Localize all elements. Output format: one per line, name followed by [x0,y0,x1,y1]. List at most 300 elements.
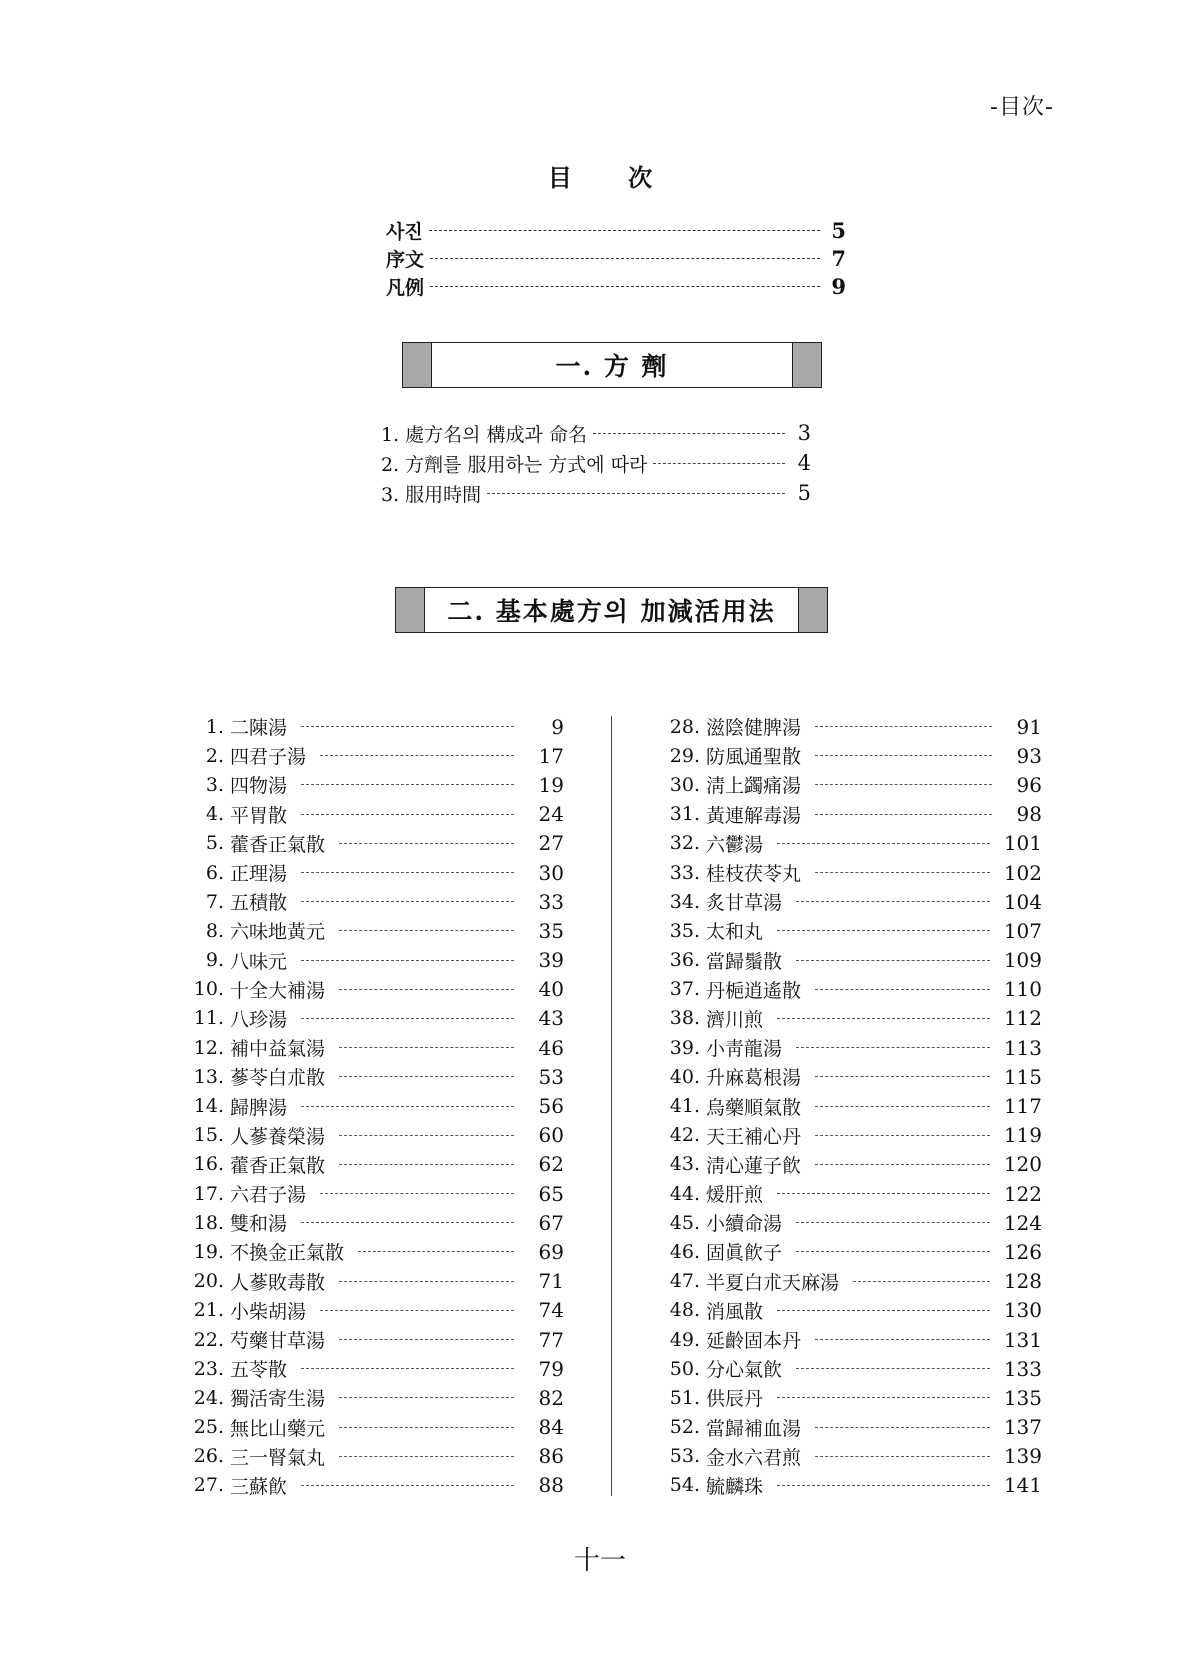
toc-entry-index: 35. [669,919,700,942]
dot-leader [301,1018,514,1019]
toc-entry-label: 人蔘敗毒散 [230,1271,326,1294]
toc-entry-label: 凡例 [386,276,425,299]
dot-leader [815,784,992,785]
toc-entry-label: 四物湯 [230,775,288,798]
toc-entry-page: 46 [538,1035,564,1060]
toc-entry[interactable] [664,712,1042,741]
dot-leader [815,755,992,756]
dot-leader [339,1397,514,1398]
dot-leader [320,1193,514,1194]
toc-entry[interactable] [664,1442,1042,1471]
toc-entry-label: 藿香正氣散 [230,1154,326,1177]
toc-entry-page: 69 [538,1239,564,1264]
toc-entry-label: 消風散 [706,1300,764,1323]
toc-entry-index: 16. [193,1153,224,1176]
toc-entry-label: 五苓散 [230,1359,288,1382]
dot-leader [320,755,514,756]
dot-leader [777,843,990,844]
toc-entry[interactable] [664,1062,1042,1091]
toc-entry-label: 煖肝煎 [706,1184,764,1207]
toc-entry-index: 47. [669,1270,700,1293]
toc-entry[interactable] [188,1413,564,1442]
prescription-list-left [188,712,564,1500]
toc-entry-label: 小柴胡湯 [230,1300,307,1323]
dot-leader [301,872,514,873]
toc-entry[interactable] [381,478,811,508]
toc-entry-label: 毓麟珠 [706,1475,764,1498]
toc-entry-label: 序文 [386,248,425,271]
section-banner-2 [395,587,828,633]
dot-leader [796,1222,990,1223]
toc-entry-label: 小續命湯 [706,1213,783,1236]
toc-entry-label: 五積散 [230,892,288,915]
toc-entry-index: 27. [193,1474,224,1497]
toc-entry-label: 供辰丹 [706,1388,764,1411]
dot-leader [815,1456,990,1457]
banner-cap-left [403,343,432,387]
toc-entry-label: 二陳湯 [230,717,288,740]
toc-entry-index: 24. [193,1386,224,1409]
toc-entry-index: 39. [669,1036,700,1059]
toc-entry[interactable] [664,1208,1042,1237]
page-title: 目 次 [547,163,677,192]
toc-entry-label: 八珍湯 [230,1008,288,1031]
toc-entry[interactable] [664,741,1042,770]
toc-entry-label: 八味元 [230,950,288,973]
dot-leader [815,1164,990,1165]
toc-entry[interactable] [664,1237,1042,1266]
dot-leader [301,726,514,727]
toc-entry-index: 54. [669,1474,700,1497]
toc-entry[interactable] [664,770,1042,799]
toc-entry-page: 122 [1003,1181,1042,1206]
toc-entry-label: 1. 處方名의 構成과 命名 [381,423,587,446]
toc-entry[interactable] [664,946,1042,975]
toc-entry-label: 炙甘草湯 [706,892,783,915]
toc-entry-index: 36. [669,949,700,972]
dot-leader [593,433,785,434]
toc-entry[interactable] [188,1121,564,1150]
section-title: 二. 基本處方의 加減活用法 [447,597,776,626]
toc-entry-index: 31. [669,803,700,826]
toc-entry-index: 17. [193,1182,224,1205]
dot-leader [429,230,820,231]
dot-leader [815,989,990,990]
toc-entry-index: 15. [193,1124,224,1147]
page-number: 十一 [573,1546,626,1576]
toc-entry-page: 43 [538,1006,564,1031]
dot-leader [320,1310,514,1311]
toc-entry-page: 4 [797,451,811,475]
toc-entry-page: 3 [797,421,811,445]
toc-entry[interactable] [188,1325,564,1354]
toc-entry-label: 三一腎氣丸 [230,1446,326,1469]
section-title: 一. 方 劑 [555,352,669,381]
dot-leader [815,1106,990,1107]
toc-entry-label: 六鬱湯 [706,833,764,856]
dot-leader [301,784,514,785]
toc-entry-label: 淸上蠲痛湯 [706,775,802,798]
toc-entry-index: 51. [669,1386,700,1409]
dot-leader [339,1076,514,1077]
toc-entry-page: 56 [538,1094,564,1119]
toc-entry-label: 無比山藥元 [230,1417,326,1440]
prescription-list-right [664,712,1042,1500]
toc-entry-label: 防風通聖散 [706,746,802,769]
toc-entry[interactable] [188,975,564,1004]
toc-entry-label: 升麻葛根湯 [706,1067,802,1090]
toc-entry[interactable] [664,1325,1042,1354]
toc-entry-page: 9 [831,273,846,299]
toc-entry[interactable] [664,1413,1042,1442]
toc-entry[interactable] [188,1296,564,1325]
toc-entry[interactable] [381,418,811,448]
toc-entry-label: 補中益氣湯 [230,1038,326,1061]
banner-cap-left [396,588,425,632]
toc-entry-page: 5 [831,217,846,243]
toc-entry-page: 39 [538,948,564,973]
toc-entry-label: 滋陰健脾湯 [706,717,802,740]
toc-entry[interactable] [188,1208,564,1237]
toc-entry-index: 37. [669,978,700,1001]
toc-entry[interactable] [664,1267,1042,1296]
toc-entry[interactable] [664,1004,1042,1033]
toc-entry-label: 固眞飮子 [706,1242,783,1265]
toc-entry-label: 雙和湯 [230,1213,288,1236]
column-divider [611,716,612,1496]
toc-entry-index: 11. [193,1007,224,1030]
toc-entry-page: 17 [538,743,564,768]
toc-entry-page: 96 [1016,772,1042,797]
toc-entry-page: 30 [538,860,564,885]
toc-entry-label: 淸心蓮子飮 [706,1154,802,1177]
dot-leader [815,1339,990,1340]
toc-entry-index: 6. [205,861,224,884]
toc-entry-index: 52. [669,1416,700,1439]
toc-entry-page: 27 [538,831,564,856]
toc-entry-page: 137 [1003,1415,1042,1440]
dot-leader [777,1310,990,1311]
dot-leader [430,258,820,259]
toc-entry-index: 46. [669,1240,700,1263]
dot-leader [339,1135,514,1136]
dot-leader [487,493,785,494]
dot-leader [815,1427,990,1428]
toc-entry-label: 當歸補血湯 [706,1417,802,1440]
toc-entry-page: 19 [538,772,564,797]
toc-entry-index: 32. [669,832,700,855]
toc-entry[interactable] [664,887,1042,916]
toc-entry-index: 10. [193,978,224,1001]
toc-entry-label: 不換金正氣散 [230,1242,345,1265]
dot-leader [339,930,514,931]
dot-leader [339,1164,514,1165]
toc-entry-page: 133 [1003,1356,1042,1381]
toc-entry-page: 101 [1003,831,1042,856]
toc-entry-page: 65 [538,1181,564,1206]
dot-leader [815,1135,990,1136]
toc-entry-page: 109 [1003,948,1042,973]
toc-entry-index: 45. [669,1211,700,1234]
toc-entry-label: 太和丸 [706,921,764,944]
toc-entry[interactable] [664,1471,1042,1500]
toc-entry-page: 102 [1003,860,1042,885]
section-banner-1 [402,342,822,388]
toc-entry[interactable] [664,1354,1042,1383]
toc-entry-index: 13. [193,1065,224,1088]
toc-entry-page: 60 [538,1123,564,1148]
toc-entry-page: 79 [538,1356,564,1381]
toc-entry-page: 117 [1003,1094,1042,1119]
toc-entry-index: 2. [205,744,224,767]
toc-entry-index: 4. [205,803,224,826]
toc-entry[interactable] [188,1062,564,1091]
toc-entry-page: 88 [538,1473,564,1498]
toc-entry[interactable] [664,1383,1042,1412]
dot-leader [796,1047,990,1048]
toc-entry[interactable] [664,1150,1042,1179]
dot-leader [339,1456,514,1457]
toc-entry-index: 44. [669,1182,700,1205]
toc-entry[interactable] [664,829,1042,858]
toc-entry-page: 33 [538,889,564,914]
toc-entry[interactable] [188,1033,564,1062]
toc-entry-page: 115 [1003,1064,1042,1089]
toc-entry-label: 延齡固本丹 [706,1330,802,1353]
dot-leader [301,1106,514,1107]
toc-entry-index: 28. [669,715,700,738]
toc-entry-label: 平胃散 [230,804,288,827]
toc-entry[interactable] [664,1033,1042,1062]
toc-entry-page: 62 [538,1152,564,1177]
toc-entry[interactable] [664,858,1042,887]
section-1-list [381,418,811,508]
front-matter-list [386,216,846,300]
toc-entry[interactable] [664,916,1042,945]
toc-entry-page: 9 [551,714,564,739]
dot-leader [815,1076,990,1077]
banner-cap-right [792,343,821,387]
toc-entry-label: 桂枝茯苓丸 [706,863,802,886]
dot-leader [339,843,514,844]
toc-entry-index: 38. [669,1007,700,1030]
toc-entry-page: 131 [1003,1327,1042,1352]
toc-entry-index: 3. [205,773,224,796]
toc-entry-page: 112 [1003,1006,1042,1031]
toc-entry-index: 18. [193,1211,224,1234]
dot-leader [301,1368,514,1369]
toc-entry[interactable] [188,1442,564,1471]
toc-entry-page: 67 [538,1210,564,1235]
toc-entry-index: 22. [193,1328,224,1351]
toc-entry[interactable] [386,244,846,272]
toc-entry-page: 128 [1003,1269,1042,1294]
toc-entry-label: 芍藥甘草湯 [230,1330,326,1353]
toc-entry[interactable] [188,800,564,829]
toc-entry-index: 8. [205,919,224,942]
toc-entry-label: 當歸鬚散 [706,950,783,973]
toc-entry[interactable] [188,858,564,887]
toc-entry[interactable] [381,448,811,478]
toc-entry-page: 86 [538,1444,564,1469]
dot-leader [339,1281,514,1282]
toc-entry-page: 53 [538,1064,564,1089]
toc-entry[interactable] [188,829,564,858]
toc-entry-page: 124 [1003,1210,1042,1235]
toc-entry-label: 四君子湯 [230,746,307,769]
toc-entry-page: 5 [797,481,811,505]
toc-entry[interactable] [188,1091,564,1120]
toc-entry-page: 7 [831,245,846,271]
toc-entry-page: 77 [538,1327,564,1352]
dot-leader [301,1485,514,1486]
dot-leader [777,1485,990,1486]
toc-entry-page: 120 [1003,1152,1042,1177]
banner-cap-right [798,588,827,632]
toc-entry-label: 半夏白朮天麻湯 [706,1271,840,1294]
toc-entry-page: 40 [538,977,564,1002]
toc-entry[interactable] [664,800,1042,829]
toc-entry-label: 六味地黃元 [230,921,326,944]
toc-entry-index: 40. [669,1065,700,1088]
toc-entry-label: 丹梔逍遙散 [706,979,802,1002]
toc-entry-index: 42. [669,1124,700,1147]
dot-leader [339,1047,514,1048]
toc-entry[interactable] [188,1383,564,1412]
toc-entry[interactable] [188,1471,564,1500]
toc-entry-index: 30. [669,773,700,796]
dot-leader [796,960,990,961]
toc-entry-index: 20. [193,1270,224,1293]
toc-entry[interactable] [664,975,1042,1004]
toc-entry-label: 歸脾湯 [230,1096,288,1119]
toc-entry-index: 26. [193,1445,224,1468]
dot-leader [430,286,820,287]
toc-entry[interactable] [188,1150,564,1179]
toc-entry[interactable] [664,1179,1042,1208]
toc-entry-label: 3. 服用時間 [381,483,482,506]
toc-entry-index: 33. [669,861,700,884]
toc-entry-label: 사진 [386,220,423,243]
toc-entry-page: 74 [538,1298,564,1323]
toc-entry[interactable] [664,1296,1042,1325]
toc-entry-label: 金水六君煎 [706,1446,802,1469]
toc-entry-index: 53. [669,1445,700,1468]
toc-entry[interactable] [188,741,564,770]
toc-entry-page: 98 [1016,802,1042,827]
toc-entry[interactable] [664,1121,1042,1150]
dot-leader [301,814,514,815]
toc-entry-label: 人蔘養榮湯 [230,1125,326,1148]
toc-entry-label: 黃連解毒湯 [706,804,802,827]
toc-entry[interactable] [664,1091,1042,1120]
toc-entry-label: 2. 方劑를 服用하는 方式에 따라 [381,453,648,476]
toc-entry-index: 19. [193,1240,224,1263]
toc-entry[interactable] [188,1179,564,1208]
toc-entry[interactable] [188,887,564,916]
toc-entry-label: 正理湯 [230,863,288,886]
toc-entry-label: 三蘇飮 [230,1475,288,1498]
dot-leader [815,814,992,815]
toc-entry-page: 35 [538,918,564,943]
toc-entry-index: 29. [669,744,700,767]
toc-entry[interactable] [188,946,564,975]
toc-entry-page: 113 [1003,1035,1042,1060]
toc-entry-label: 十全大補湯 [230,979,326,1002]
toc-entry-index: 25. [193,1416,224,1439]
toc-entry[interactable] [188,712,564,741]
toc-entry-page: 141 [1003,1473,1042,1498]
toc-entry[interactable] [188,1267,564,1296]
toc-entry[interactable] [386,272,846,300]
toc-entry-page: 107 [1003,918,1042,943]
toc-entry-index: 12. [193,1036,224,1059]
dot-leader [796,1368,990,1369]
toc-entry-label: 小靑龍湯 [706,1038,783,1061]
toc-entry-index: 43. [669,1153,700,1176]
toc-entry-label: 藿香正氣散 [230,833,326,856]
toc-entry-page: 93 [1016,743,1042,768]
dot-leader [815,872,990,873]
dot-leader [777,1193,990,1194]
toc-entry[interactable] [188,1354,564,1383]
toc-entry-label: 濟川煎 [706,1008,764,1031]
toc-entry[interactable] [188,1004,564,1033]
dot-leader [301,1222,514,1223]
toc-entry[interactable] [188,916,564,945]
toc-entry-index: 50. [669,1357,700,1380]
toc-entry-page: 84 [538,1415,564,1440]
toc-entry-page: 91 [1016,714,1042,739]
toc-entry-index: 1. [205,715,224,738]
toc-entry-index: 23. [193,1357,224,1380]
running-header: -目次- [990,95,1054,120]
toc-entry-page: 110 [1003,977,1042,1002]
toc-entry-label: 六君子湯 [230,1184,307,1207]
toc-entry-index: 5. [205,832,224,855]
toc-entry-index: 34. [669,890,700,913]
dot-leader [796,901,990,902]
toc-entry-index: 48. [669,1299,700,1322]
toc-entry-label: 分心氣飮 [706,1359,783,1382]
toc-entry-page: 71 [538,1269,564,1294]
toc-entry-index: 21. [193,1299,224,1322]
dot-leader [796,1251,990,1252]
dot-leader [358,1251,514,1252]
dot-leader [339,1339,514,1340]
toc-entry-page: 119 [1003,1123,1042,1148]
dot-leader [301,960,514,961]
toc-entry-index: 41. [669,1095,700,1118]
toc-entry-page: 82 [538,1385,564,1410]
toc-entry-label: 獨活寄生湯 [230,1388,326,1411]
toc-entry-index: 9. [205,949,224,972]
toc-entry[interactable] [188,770,564,799]
toc-entry[interactable] [386,216,846,244]
toc-entry-page: 139 [1003,1444,1042,1469]
dot-leader [339,1427,514,1428]
dot-leader [301,901,514,902]
toc-entry-page: 135 [1003,1385,1042,1410]
toc-entry-index: 7. [205,890,224,913]
dot-leader [653,463,785,464]
dot-leader [777,930,990,931]
toc-entry[interactable] [188,1237,564,1266]
dot-leader [339,989,514,990]
dot-leader [815,726,992,727]
dot-leader [777,1397,990,1398]
dot-leader [853,1281,990,1282]
